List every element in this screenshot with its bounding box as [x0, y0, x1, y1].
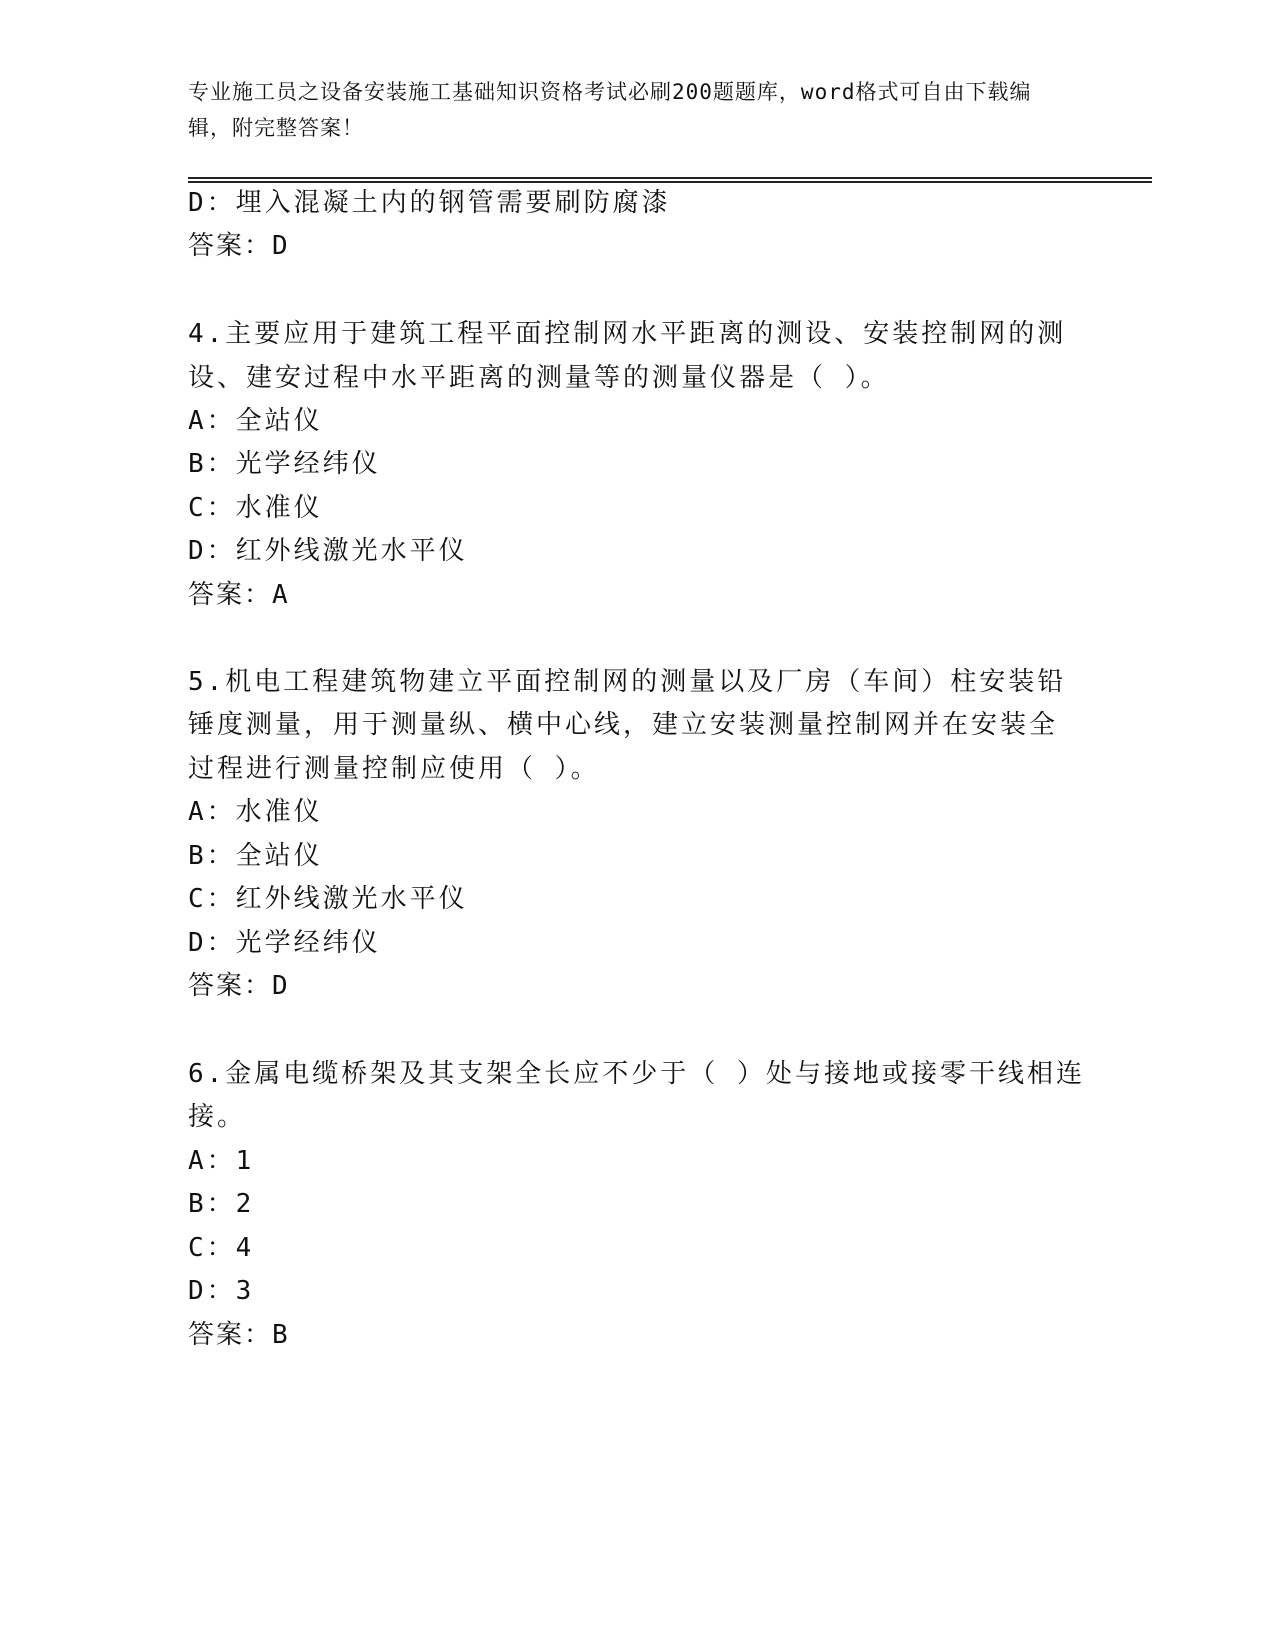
q5-stem-line3: 过程进行测量控制应使用（ ）。 — [188, 754, 600, 784]
q4-option-c: C：水准仪 — [188, 493, 323, 523]
q5-option-b: B：全站仪 — [188, 841, 323, 871]
q5-stem-line2: 锤度测量，用于测量纵、横中心线，建立安装测量控制网并在安装全 — [188, 710, 1059, 740]
q6-option-d: D：3 — [188, 1276, 255, 1306]
q6-option-a: A：1 — [188, 1146, 255, 1176]
q6-stem-line2: 接。 — [188, 1102, 247, 1132]
prev-answer: 答案：D — [188, 231, 290, 261]
document-header: 专业施工员之设备安装施工基础知识资格考试必刷200题题库，word格式可自由下载编辑，附完整答案！ — [188, 80, 1032, 140]
q6-stem-line1: 6.金属电缆桥架及其支架全长应不少于（ ）处与接地或接零干线相连 — [188, 1059, 1085, 1089]
q5-option-d: D：光学经纬仪 — [188, 928, 381, 958]
q4-stem-line2: 设、建安过程中水平距离的测量等的测量仪器是（ ）。 — [188, 363, 890, 393]
q5-option-a: A：水准仪 — [188, 797, 323, 827]
q6-option-b: B：2 — [188, 1189, 255, 1219]
header-divider-top — [188, 177, 1152, 179]
prev-option-d: D：埋入混凝土内的钢管需要刷防腐漆 — [188, 188, 671, 218]
q5-option-c: C：红外线激光水平仪 — [188, 884, 468, 914]
q5-answer: 答案：D — [188, 971, 290, 1001]
q4-option-a: A：全站仪 — [188, 406, 323, 436]
q4-stem-line1: 4.主要应用于建筑工程平面控制网水平距离的测设、安装控制网的测 — [188, 319, 1067, 349]
q6-option-c: C：4 — [188, 1233, 255, 1263]
q4-option-b: B：光学经纬仪 — [188, 449, 381, 479]
q4-answer: 答案：A — [188, 580, 290, 610]
q4-option-d: D：红外线激光水平仪 — [188, 536, 468, 566]
q5-stem-line1: 5.机电工程建筑物建立平面控制网的测量以及厂房（车间）柱安装铅 — [188, 667, 1067, 697]
header-divider-bottom — [188, 181, 1152, 183]
q6-answer: 答案：B — [188, 1320, 290, 1350]
